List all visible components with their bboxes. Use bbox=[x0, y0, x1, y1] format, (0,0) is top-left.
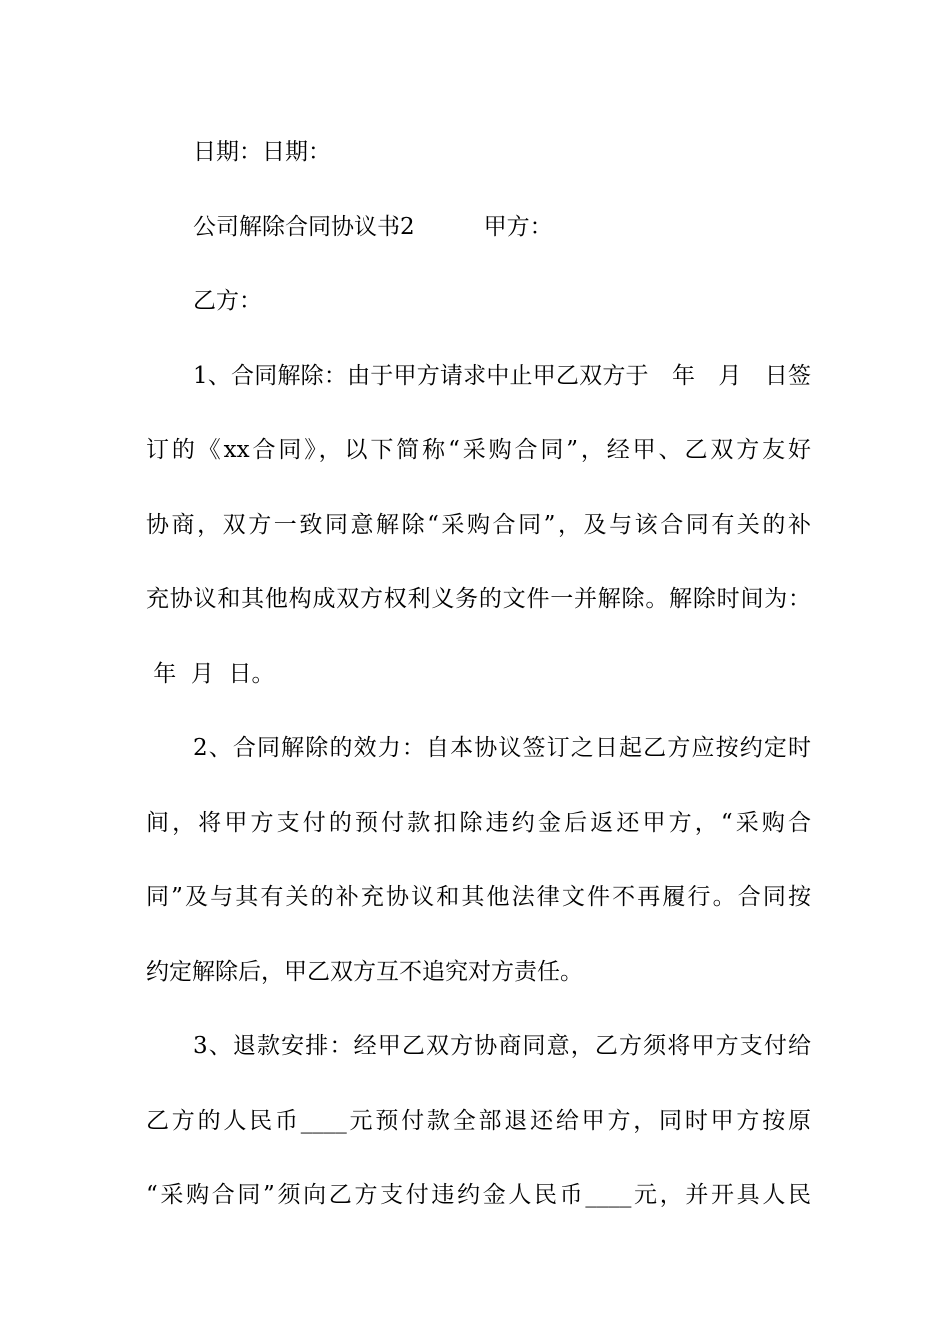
clause-1-line-4: 充协议和其他构成双方权利义务的文件一并解除。解除时间为： bbox=[146, 586, 811, 612]
clause-2-line-2: 间，将甲方支付的预付款扣除违约金后返还甲方，“采购合 bbox=[146, 810, 811, 836]
party-b-line: 乙方： bbox=[193, 288, 262, 314]
clause-1-line-2: 订的《xx合同》，以下简称“采购合同”，经甲、乙双方友好 bbox=[146, 437, 811, 463]
clause-2-line-4: 约定解除后，甲乙双方互不追究对方责任。 bbox=[146, 959, 583, 985]
clause-3-line-3: “采购合同”须向乙方支付违约金人民币____元，并开具人民 bbox=[146, 1182, 811, 1208]
clause-1-line-3: 协商，双方一致同意解除“采购合同”，及与该合同有关的补 bbox=[146, 512, 811, 538]
date-line: 日期：日期： bbox=[193, 139, 331, 165]
clause-1-line-5: 年 月 日。 bbox=[146, 661, 275, 687]
clause-2-line-1: 2、合同解除的效力：自本协议签订之日起乙方应按约定时 bbox=[193, 735, 811, 761]
clause-3-line-2: 乙方的人民币____元预付款全部退还给甲方，同时甲方按原 bbox=[146, 1108, 811, 1134]
agreement-title-line: 公司解除合同协议书2 甲方： bbox=[193, 214, 553, 240]
clause-1-line-1: 1、合同解除：由于甲方请求中止甲乙双方于 年 月 日签 bbox=[193, 363, 811, 389]
clause-2-line-3: 同”及与其有关的补充协议和其他法律文件不再履行。合同按 bbox=[146, 884, 811, 910]
clause-3-line-1: 3、退款安排：经甲乙双方协商同意，乙方须将甲方支付给 bbox=[193, 1033, 811, 1059]
